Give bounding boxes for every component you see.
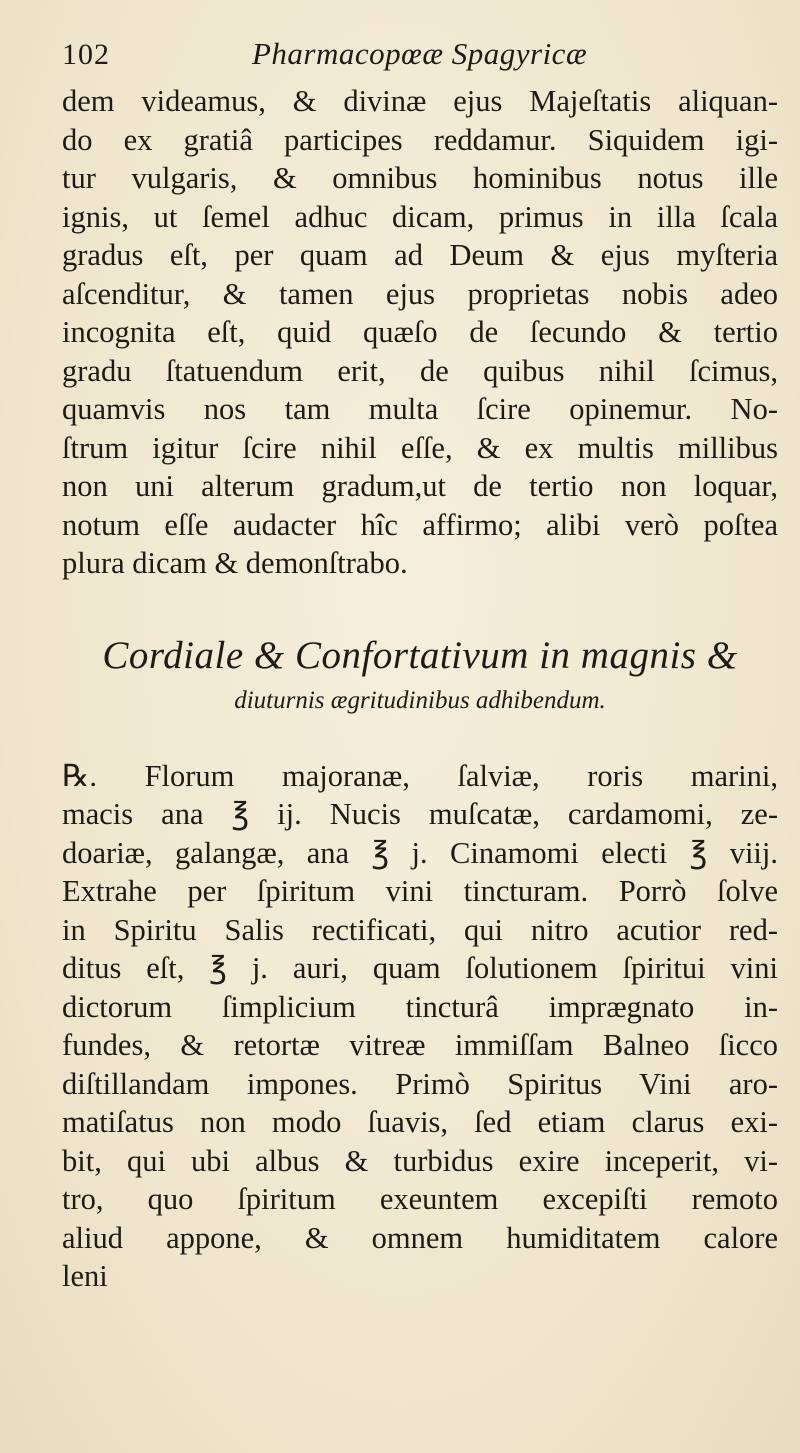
text-line: quamvis nos tam multa ſcire opinemur. No- bbox=[62, 392, 778, 426]
text-line: tur vulgaris, & omnibus hominibus notus ille bbox=[62, 161, 778, 195]
text-line: fundes, & retortæ vitreæ immiſſam Balneo ſicco bbox=[62, 1028, 778, 1062]
text-line: aſcenditur, & tamen ejus proprietas nobis adeo bbox=[62, 276, 778, 311]
running-head: Pharmacopœæ Spagyricæ bbox=[252, 36, 588, 71]
text-line: ignis, ut ſemel adhuc dicam, primus in illa ſcala bbox=[62, 199, 778, 234]
text-line: in Spiritu Salis rectificati, qui nitro acutior red- bbox=[62, 912, 778, 947]
text-line: gradu ſtatuendum erit, de quibus nihil ſcimus, bbox=[62, 353, 778, 388]
body-paragraph bbox=[62, 82, 778, 583]
recipe-paragraph bbox=[62, 757, 778, 1296]
text-line: aliud appone, & omnem humiditatem calore bbox=[62, 1220, 778, 1255]
text-line: gradus eſt, per quam ad Deum & ejus myſteria bbox=[62, 238, 778, 272]
section-title-line-2: diuturnis ægritudinibus adhibendum. bbox=[234, 686, 606, 714]
section-title-line-1: Cordiale & Confortativum in magnis & bbox=[102, 633, 738, 677]
page-number: 102 bbox=[62, 38, 110, 71]
text-line: ſtrum igitur ſcire nihil eſſe, & ex multis millibus bbox=[62, 430, 778, 465]
text-line: diſtillandam impones. Primò Spiritus Vini aro- bbox=[62, 1066, 778, 1101]
section-heading bbox=[62, 631, 778, 719]
text-line: non uni alterum gradum,ut de tertio non loquar, bbox=[62, 469, 778, 503]
text-line: dictorum ſimplicium tincturâ imprægnato in- bbox=[62, 989, 778, 1024]
text-line: notum eſſe audacter hîc affirmo; alibi verò poſtea bbox=[62, 507, 778, 542]
text-line: macis ana ℥ ij. Nucis muſcatæ, cardamomi, ze- bbox=[62, 797, 778, 831]
text-line: ℞. Florum majoranæ, ſalviæ, roris marini, bbox=[62, 758, 778, 793]
text-line: incognita eſt, quid quæſo de ſecundo & tertio bbox=[62, 315, 778, 349]
page-header bbox=[62, 36, 778, 82]
catchword: leni bbox=[62, 1259, 108, 1293]
text-line: bit, qui ubi albus & turbidus exire inceperit, vi- bbox=[62, 1143, 778, 1178]
text-line: dem videamus, & divinæ ejus Majeſtatis aliquan- bbox=[62, 84, 778, 118]
text-line: Extrahe per ſpiritum vini tincturam. Porrò ſolve bbox=[62, 874, 778, 908]
text-line: doariæ, galangæ, ana ℥ j. Cinamomi electi ℥ viij. bbox=[62, 835, 778, 870]
text-line: ditus eſt, ℥ j. auri, quam ſolutionem ſpiritui vini bbox=[62, 951, 778, 985]
text-line: do ex gratiâ participes reddamur. Siquidem igi- bbox=[62, 122, 778, 157]
text-line: plura dicam & demonſtrabo. bbox=[62, 546, 408, 580]
text-line: matiſatus non modo ſuavis, ſed etiam clarus exi- bbox=[62, 1105, 778, 1139]
text-line: tro, quo ſpiritum exeuntem excepiſti remoto bbox=[62, 1182, 778, 1216]
